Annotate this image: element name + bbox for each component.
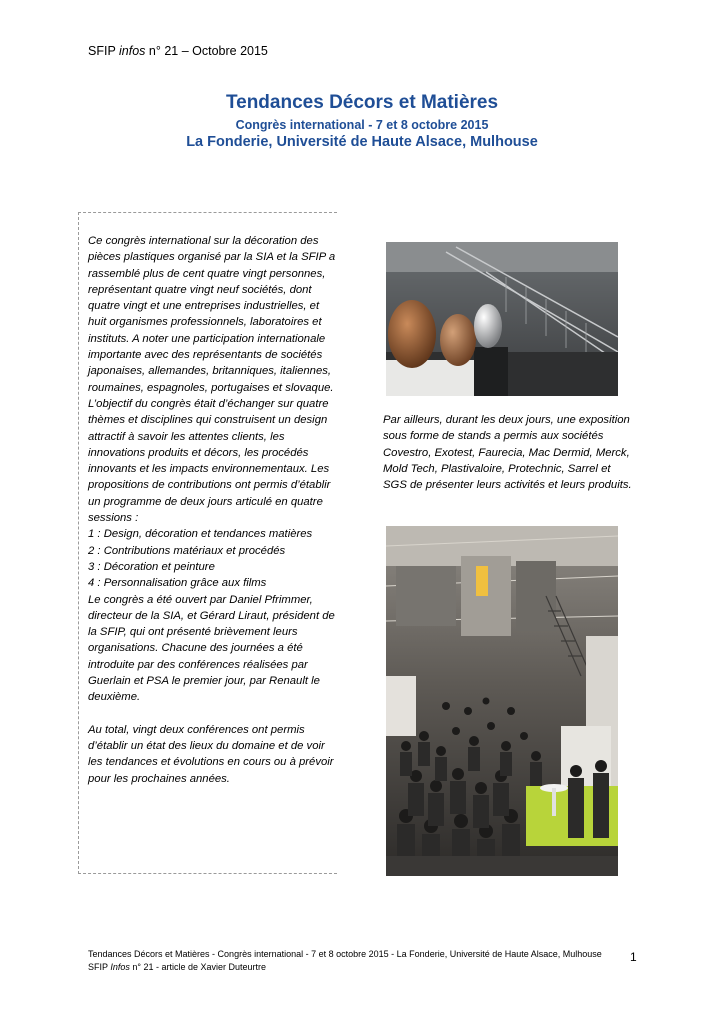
paragraph-opening: Le congrès a été ouvert par Daniel Pfrimmer, directeur de la SIA, et Gérard Liraut, président de la SFIP, qui ont présenté brièvement leurs organisations. Chacune des journées a été introduite par des conférences réalisées par Guerlain et PSA le premier jour, par Renault le deuxième.: [88, 593, 335, 704]
session-item: 1 : Design, décoration et tendances matières: [88, 528, 313, 541]
paragraph-intro: Ce congrès international sur la décoration des pièces plastiques organisé par la SIA et la SFIP a rassemblé plus de cent quatre vingt personnes, représentant quatre vingt neuf sociétés, dont quatre vingt et une entreprises industrielles, et huit organismes professionnels, laboratoires et instituts. A noter une participation internationale importante avec des représentants de sociétés japonaises, allemandes, britanniques, italiennes, roumaines, espagnoles, portugaises et slovaque.: [88, 235, 336, 394]
running-header: SFIP infos n° 21 – Octobre 2015: [88, 44, 268, 58]
footer-line-2: SFIP Infos n° 21 - article de Xavier Duteurtre: [88, 962, 267, 972]
session-item: 4 : Personnalisation grâce aux films: [88, 577, 267, 590]
paragraph-objective: L’objectif du congrès était d’échanger sur quatre thèmes et disciplines qui construisent un design attractif à savoir les attentes clients, les innovations produits et décors, les procédés innovants et les impacts environnementaux. Les propositions de contributions ont permis d’établir un programme de deux jours articulé en quatre sessions :: [88, 397, 331, 525]
right-column-text: Par ailleurs, durant les deux jours, une exposition sous forme de stands a permis aux sociétés Covestro, Exotest, Faurecia, Mac Dermid, Merck, Mold Tech, Plastivaloire, Protechnic, Sarrel et SGS de présenter leurs activités et leurs produits.: [383, 414, 632, 492]
page-title: Tendances Décors et Matières: [225, 92, 499, 113]
footer-line-1: Tendances Décors et Matières - Congrès international - 7 et 8 octobre 2015 - La Fonderie, Université de Haute Alsace, Mulhouse: [88, 949, 602, 959]
subtitle-dates: Congrès international - 7 et 8 octobre 2015: [235, 118, 489, 132]
session-item: 3 : Décoration et peinture: [88, 560, 215, 573]
page-footer: [88, 948, 602, 974]
session-item: 2 : Contributions matériaux et procédés: [88, 544, 286, 557]
subtitle-venue: La Fonderie, Université de Haute Alsace, Mulhouse: [186, 134, 538, 150]
photo-egg-display: [386, 242, 618, 396]
page-number: 1: [630, 950, 637, 964]
left-column-text: [88, 233, 338, 787]
photo-exhibition-hall: [386, 526, 618, 876]
paragraph-closing: Au total, vingt deux conférences ont permis d’établir un état des lieux du domaine et de voir les tendances et évolutions en cours ou à prévoir pour les prochaines années.: [88, 723, 334, 785]
